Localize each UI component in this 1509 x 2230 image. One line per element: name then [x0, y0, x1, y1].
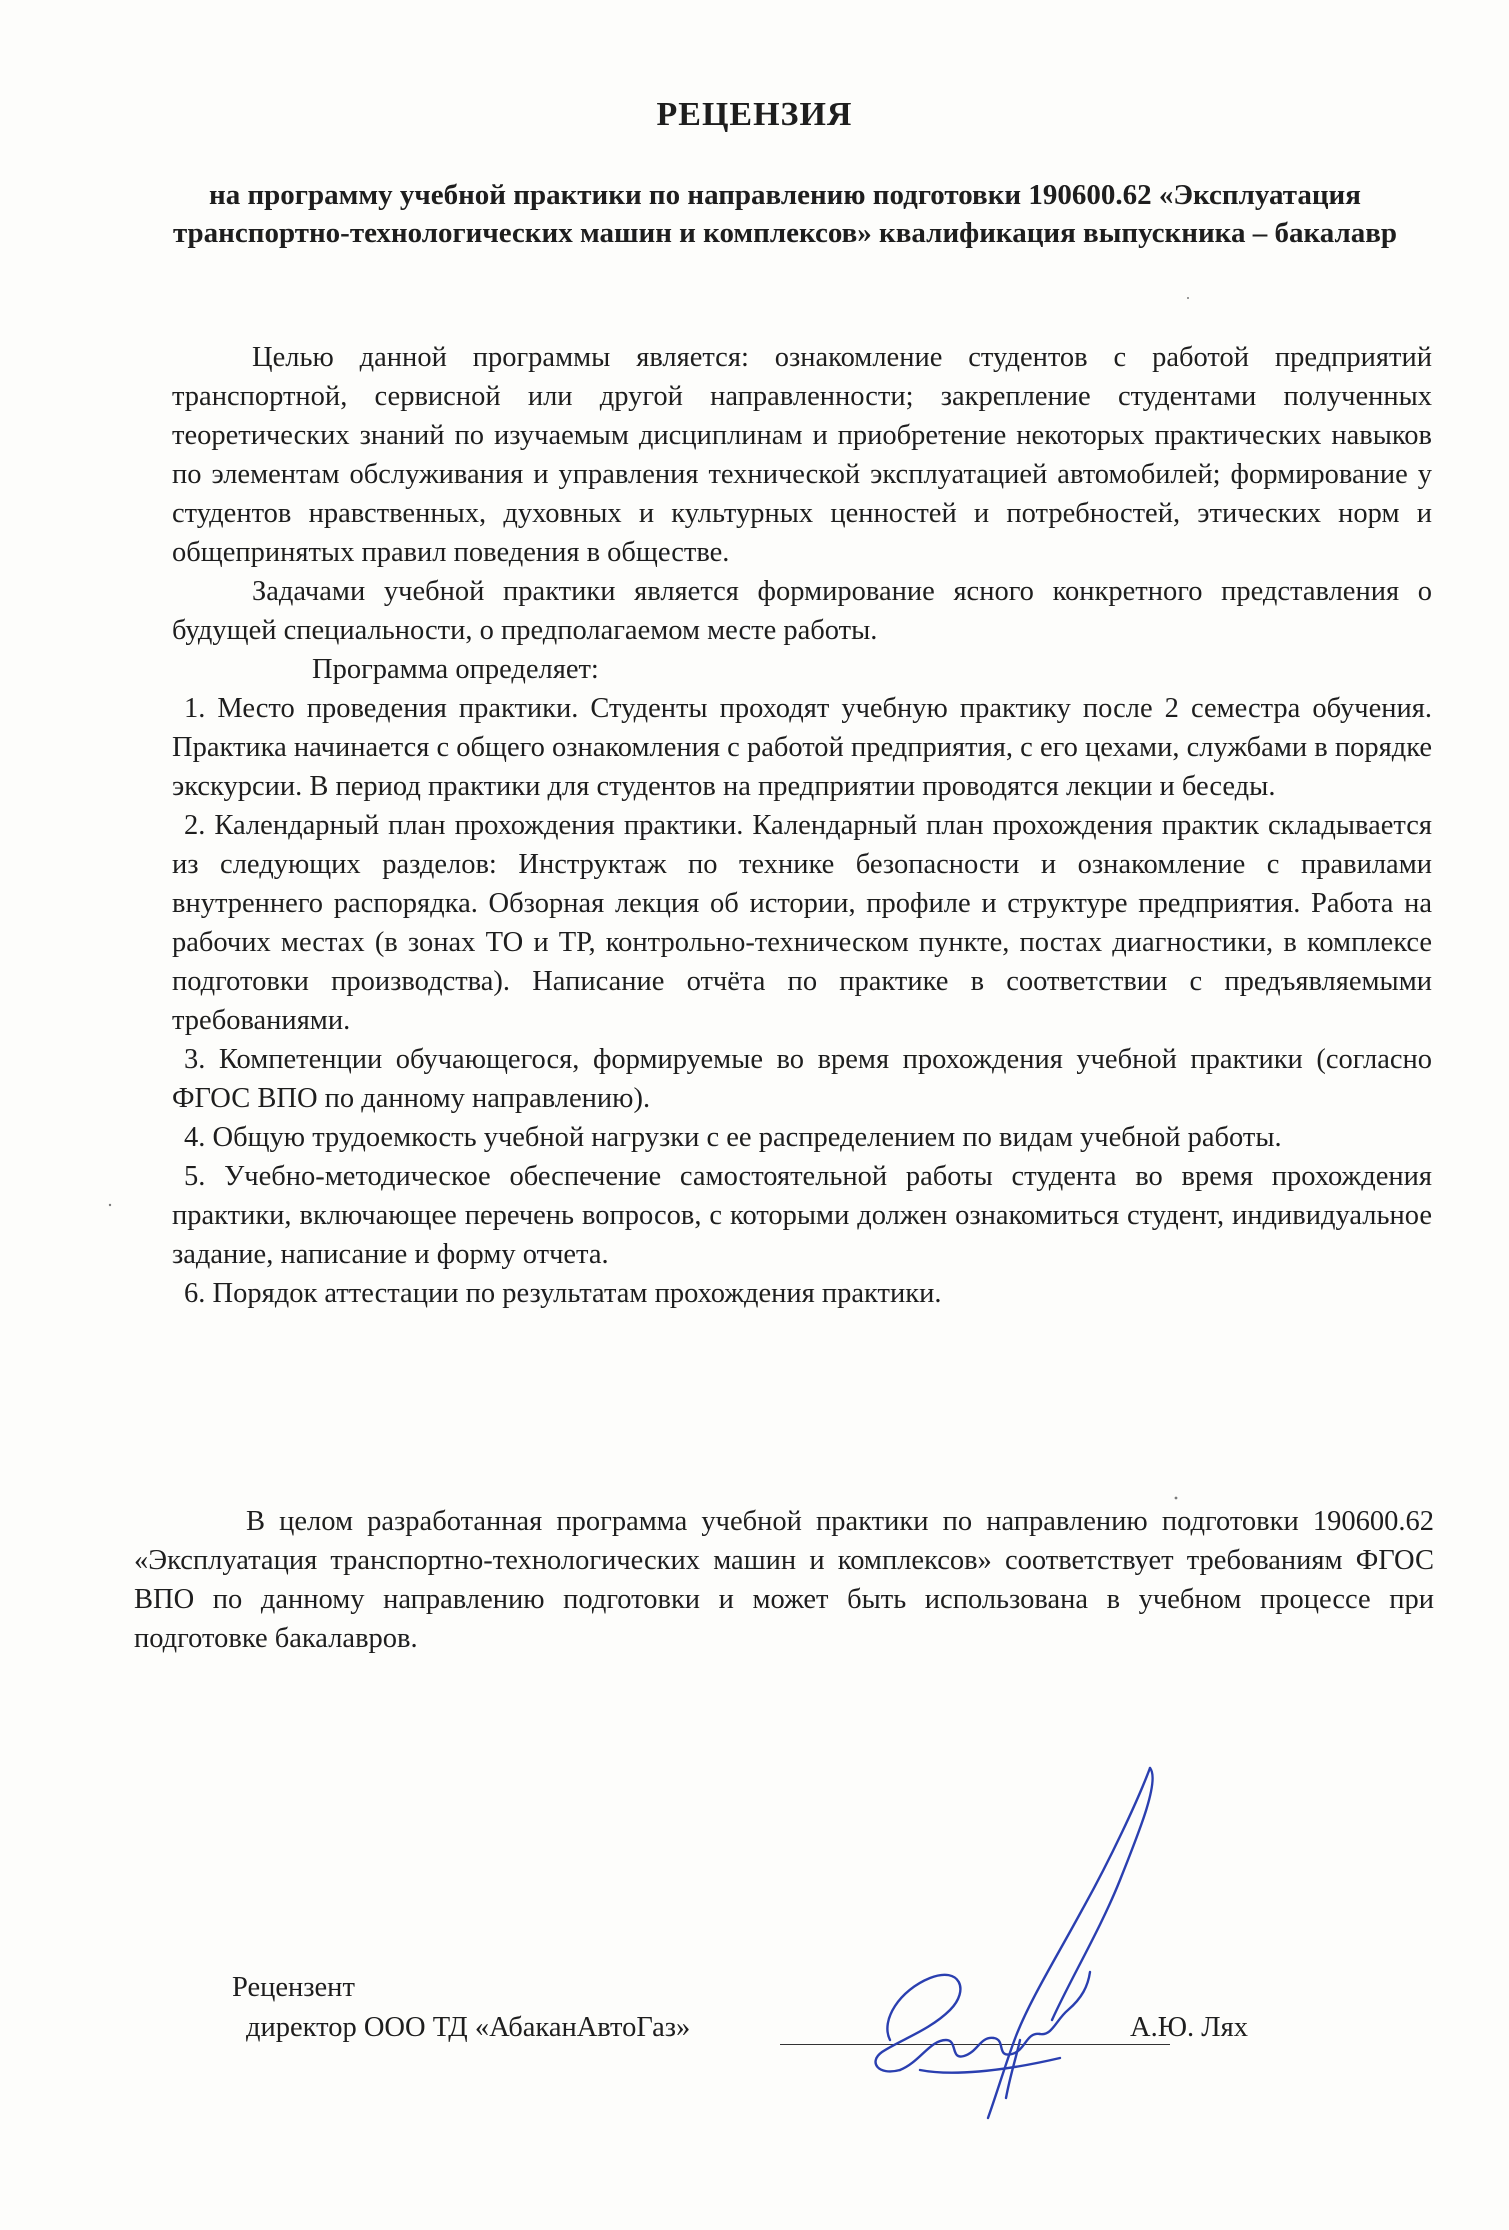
program-label: Программа определяет:	[312, 654, 599, 685]
list-item: 2. Календарный план прохождения практики. Календарный план прохождения практик складывается из следующих разделов: Инструктаж по технике безопасности и ознакомление с правилами внутреннего распорядка. Обзорная лекция об истории, профиле и структуре предприятия. Работа на рабочих местах (в зонах ТО и ТР, контрольно-техническом пункте, постах диагностики, в комплексе подготовки производства). Написание отчёта по практике в соответствии с предъявляемыми требованиями.	[172, 810, 1432, 1036]
document-title: РЕЦЕНЗИЯ	[656, 96, 853, 133]
list-item: 5. Учебно-методическое обеспечение самостоятельной работы студента во время прохождения практики, включающее перечень вопросов, с которыми должен ознакомиться студент, индивидуальное задание, написание и форму отчета.	[172, 1161, 1432, 1270]
conclusion-paragraph: В целом разработанная программа учебной практики по направлению подготовки 190600.62 «Эксплуатация транспортно-технологических машин и комплексов» соответствует требованиям ФГОС ВПО по данному направлению подготовки и может быть использована в учебном процессе при подготовке бакалавров.	[134, 1506, 1434, 1654]
handwritten-signature	[820, 1740, 1240, 2140]
tasks-paragraph: Задачами учебной практики является формирование ясного конкретного представления о будущей специальности, о предполагаемом месте работы.	[172, 576, 1432, 646]
document-subtitle: на программу учебной практики по направлению подготовки 190600.62 «Эксплуатация транспортно-технологических машин и комплексов» квалификация выпускника – бакалавр	[172, 179, 1398, 249]
conclusion-block	[134, 1502, 1434, 1658]
list-item: 3. Компетенции обучающегося, формируемые во время прохождения учебной практики (согласно ФГОС ВПО по данному направлению).	[172, 1044, 1432, 1114]
program-items-list	[172, 689, 1432, 1313]
list-item: 6. Порядок аттестации по результатам прохождения практики.	[184, 1278, 942, 1309]
reviewer-label: Рецензент	[232, 1972, 355, 2003]
document-body	[172, 338, 1432, 1313]
list-item: 1. Место проведения практики. Студенты проходят учебную практику после 2 семестра обучения. Практика начинается с общего ознакомления с работой предприятия, с его цехами, службами в порядке экскурсии. В период практики для студентов на предприятии проводятся лекции и беседы.	[172, 693, 1432, 802]
reviewer-position: директор ООО ТД «АбаканАвтоГаз»	[246, 2012, 691, 2043]
reviewer-name: А.Ю. Лях	[1130, 2012, 1248, 2043]
goal-paragraph: Целью данной программы является: ознакомление студентов с работой предприятий транспортной, сервисной или другой направленности; закрепление студентами полученных теоретических знаний по изучаемым дисциплинам и приобретение некоторых практических навыков по элементам обслуживания и управления технической эксплуатацией автомобилей; формирование у студентов нравственных, духовных и культурных ценностей и потребностей, этических норм и общепринятых правил поведения в обществе.	[172, 342, 1432, 568]
list-item: 4. Общую трудоемкость учебной нагрузки с ее распределением по видам учебной работы.	[184, 1122, 1282, 1153]
